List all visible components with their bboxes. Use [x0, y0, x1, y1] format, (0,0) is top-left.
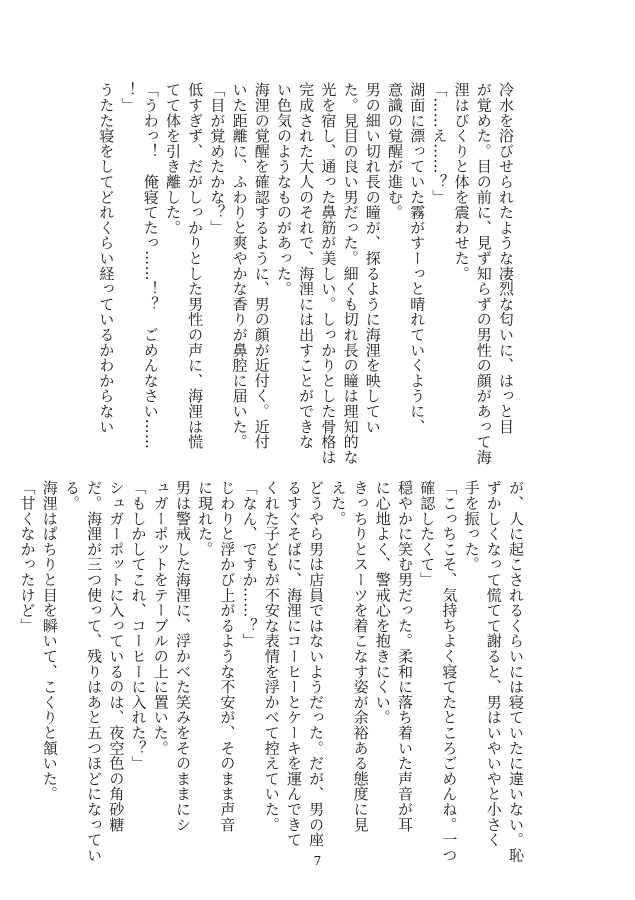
- text-line: 「なん、ですか……？」: [240, 480, 259, 649]
- text-line: 「……え……？」: [430, 82, 449, 205]
- text-line: 光を宿し、通った鼻筋が美しい。しっかりとした骨格は: [319, 82, 338, 465]
- text-line: に現れた。: [196, 480, 215, 557]
- text-line: 手を振った。: [462, 480, 481, 572]
- text-line: うたた寝をしてどれくらい経っているかわからない: [97, 82, 116, 434]
- text-line: 「目が覚めたかな？」: [208, 82, 227, 235]
- text-line: 湖面に漂っていた霧がすーっと晴れていくように、: [408, 82, 427, 434]
- text-line: 「こっちこそ、気持ちよく寝てたところごめんね。一つ: [440, 480, 459, 863]
- text-line: いた距離に、ふわりと爽やかな香りが鼻腔に届いた。: [230, 82, 249, 450]
- text-line: ！」: [119, 82, 138, 113]
- text-line: くれた子どもが不安な表情を浮かべて控えていた。: [262, 480, 281, 832]
- text-line: じわりと浮かび上がるような不安が、そのまま声音: [218, 480, 237, 832]
- text-line: どうやら男は店員ではないようだった。だが、男の座: [307, 480, 326, 848]
- text-line: る。: [62, 480, 81, 511]
- text-line: た。見目の良い男だった。細くも切れ長の瞳は理知的な: [341, 82, 360, 465]
- text-line: 男の細い切れ長の瞳が、探るように海浬を映してい: [363, 82, 382, 434]
- text-line: 意識の覚醒が進む。: [385, 82, 404, 220]
- text-line: えた。: [329, 480, 348, 526]
- text-line: ずかしくなって慌てて謝ると、男はいやいやと小さく: [484, 480, 503, 848]
- text-line: に心地よく、警戒心を抱きにくい。: [373, 480, 392, 725]
- text-line: シュガーポットに入っているのは、夜空色の角砂糖: [107, 480, 126, 832]
- text-line: 完成された大人のそれで、海浬には出すことができな: [297, 82, 316, 450]
- text-line: 「もしかしてこれ、コーヒーに入れた？」: [129, 480, 148, 771]
- text-line: 低すぎず、だがしっかりとした男性の声に、海浬は慌: [186, 82, 205, 450]
- text-line: 男は警戒した海浬に、浮かべた笑みをそのままにシ: [173, 480, 192, 832]
- text-line: が覚めた。目の前に、見ず知らずの男性の顔があって海: [474, 82, 493, 465]
- text-line: 海浬の覚醒を確認するように、男の顔が近付く。近付: [252, 82, 271, 450]
- text-line: ュガーポットをテーブルの上に置いた。: [151, 480, 170, 756]
- text-line: きっちりとスーツを着こなす姿が余裕ある態度に見: [351, 480, 370, 832]
- text-line: 浬はびくりと体を震わせた。: [452, 82, 471, 281]
- text-line: るすぐそばに、海浬にコーヒーとケーキを運んできて: [284, 480, 303, 848]
- lower-text-block: [16, 480, 527, 863]
- text-line: 「うわっ！ 俺寝てたっ……！？ ごめんなさい……: [141, 82, 160, 450]
- text-line: 「甘くなかったけど」: [18, 480, 37, 633]
- upper-text-block: [95, 82, 517, 465]
- text-line: てて体を引き離した。: [163, 82, 182, 235]
- text-line: 穏やかに笑む男だった。柔和に落ち着いた声音が耳: [395, 480, 414, 832]
- text-line: 冷水を浴びせられたような凄烈な匂いに、はっと目: [497, 82, 515, 434]
- text-line: が、人に起こされるくらいには寝ていたに違いない。恥: [507, 480, 525, 863]
- page-number: 7: [313, 854, 322, 868]
- text-line: 海浬はぱちりと目を瞬いて、こくりと頷いた。: [40, 480, 59, 802]
- text-line: い色気のようなものがあった。: [274, 82, 293, 297]
- text-line: 確認したくて」: [418, 480, 437, 588]
- text-line: だ。海浬が三つ使って、残りはあと五つほどになってい: [85, 480, 104, 863]
